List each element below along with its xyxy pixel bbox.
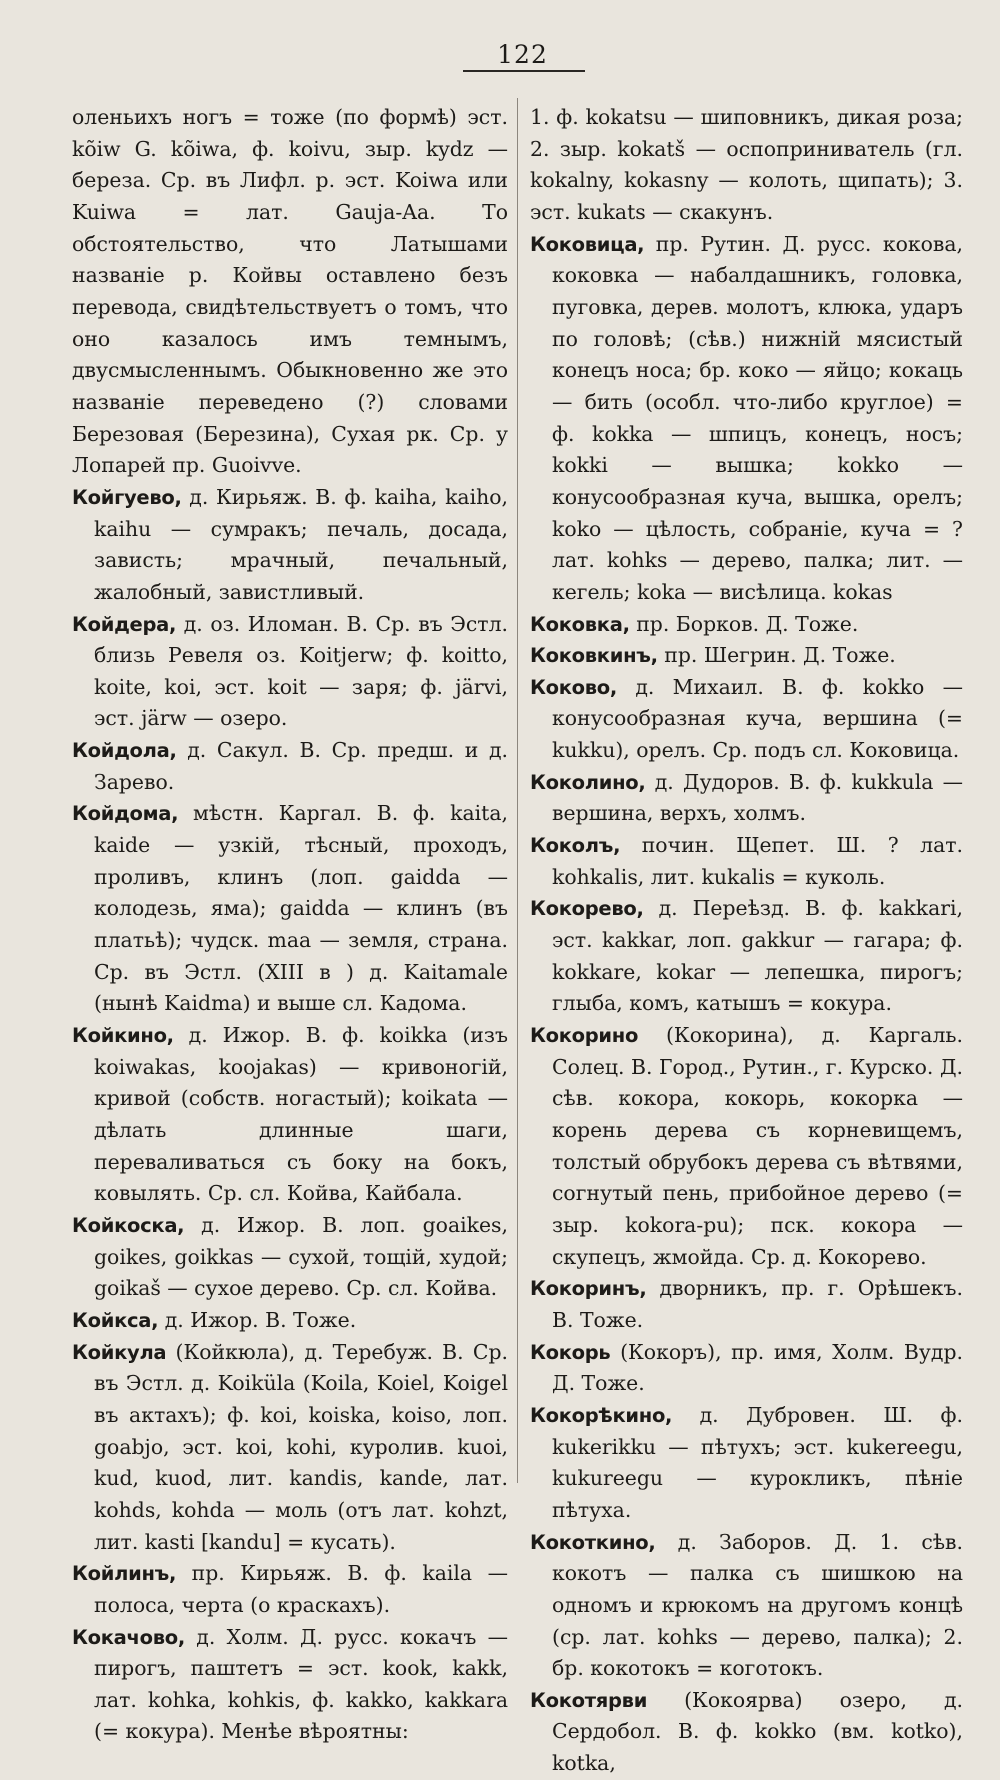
entry-text: (Кокоярва) озеро, д. Сердобол. В. ф. kokko (вм. kotko), kotka, xyxy=(552,1687,963,1776)
dictionary-entry xyxy=(530,893,963,1020)
entry-headword: Коколъ, xyxy=(530,834,621,858)
page-number: 122 xyxy=(497,40,548,69)
entry-headword: Коковка, xyxy=(530,612,630,636)
dictionary-entry xyxy=(530,1400,963,1527)
dictionary-entry xyxy=(530,830,963,893)
column-divider xyxy=(517,98,518,1483)
dictionary-entry xyxy=(72,798,508,1020)
entry-headword: Кокорино xyxy=(530,1024,639,1048)
dictionary-entry xyxy=(72,735,508,798)
left-column xyxy=(72,102,508,1748)
entry-text: д. оз. Иломан. В. Ср. въ Эстл. близь Ревеля оз. Koitjerw; ф. koitto, koite, koi, эст. koit — заря; ф. järvi, эст. järw — озеро. xyxy=(94,611,509,731)
entry-headword: Койдола, xyxy=(72,739,177,763)
entry-text: д. Холм. Д. русс. кокачъ — пирогъ, паштетъ = эст. kook, kakk, лат. kohka, kohkis, ф. kakko, kakkara (= кокура). Менѣе вѣроятны: xyxy=(94,1624,509,1744)
dictionary-entry xyxy=(72,1622,508,1749)
entry-text: д. Ижор. В. лоп. goaikes, goikes, goikkas — сухой, тощiй, худой; goikaš — сухое дерево. Ср. сл. Койва. xyxy=(94,1212,508,1301)
entry-headword: Коколино, xyxy=(530,770,646,794)
entry-headword: Койкса, xyxy=(72,1308,159,1332)
dictionary-entry xyxy=(530,767,963,830)
dictionary-entry xyxy=(72,1210,508,1305)
entry-headword: Койдера, xyxy=(72,612,177,636)
entry-text: д. Заборов. Д. 1. сѣв. кокотъ — палка съ шишкою на одномъ и крюкомъ на другомъ концѣ (ср. лат. kohks — дерево, палка); 2. бр. кокотокъ = коготокъ. xyxy=(552,1529,964,1681)
entry-text: д. Михаил. В. ф. kokko — конусообразная куча, вершина (= kukku), орелъ. Ср. подъ сл. Коковица. xyxy=(552,674,963,763)
entry-text: д. Переѣзд. В. ф. kakkari, эст. kakkar, лоп. gakkur — гагара; ф. kokkare, kokar — лепешка, пирогъ; глыба, комъ, катышъ = кокура. xyxy=(552,896,963,1016)
entry-text: почин. Щепет. Ш. ? лат. kohkalis, лит. kukalis = куколь. xyxy=(552,833,964,889)
dictionary-entry xyxy=(530,1527,963,1685)
dictionary-entry xyxy=(72,1337,508,1559)
dictionary-entry xyxy=(530,609,963,641)
dictionary-entry xyxy=(530,1337,963,1400)
entry-continuation xyxy=(72,102,508,482)
dictionary-entry xyxy=(72,609,508,736)
entry-headword: Кокоринъ, xyxy=(530,1277,647,1301)
entry-text: д. Сакул. В. Ср. предш. и д. Зарево. xyxy=(94,738,509,794)
right-column xyxy=(530,102,963,1780)
dictionary-entry xyxy=(530,229,963,609)
dictionary-entry xyxy=(72,482,508,609)
entry-text: пр. Кирьяж. В. ф. kaila — полоса, черта (о краскахъ). xyxy=(94,1561,509,1617)
entry-text: оленьихъ ногъ = тоже (по формѣ) эст. kõiw G. kõiwa, ф. koivu, зыр. kydz — береза. Ср. въ Лифл. р. эст. Koiwa или Kuiwa = лат. Gauja-Aa. То обстоятельство, что Латышами названiе р. Койвы оставлено безъ перевода, свидѣтельствуетъ о томъ, что оно казалось имъ темнымъ, двусмысленнымъ. Обыкновенно же это названiе переведено (?) словами Березовая (Березина), Сухая рк. Ср. у Лопарей пр. Guoivve. xyxy=(72,105,508,478)
entry-headword: Кокачово, xyxy=(72,1625,185,1649)
entry-headword: Койкоска, xyxy=(72,1213,185,1237)
entry-continuation xyxy=(530,102,963,229)
dictionary-entry xyxy=(72,1020,508,1210)
entry-headword: Коково, xyxy=(530,675,618,699)
entry-headword: Кокорево, xyxy=(530,897,644,921)
dictionary-entry xyxy=(530,672,963,767)
dictionary-entry xyxy=(530,1685,963,1780)
dictionary-entry xyxy=(530,640,963,672)
entry-text: (Кокорина), д. Каргаль. Солец. В. Город., Рутин., г. Курско. Д. сѣв. кокора, кокорь, кокорка — корень дерева съ корневищемъ, толстый обрубокъ дерева съ вѣтвями, согнутый пень, прибойное дерево (= зыр. kokora-pu); пск. кокора — скупецъ, жмойда. Ср. д. Кокорево. xyxy=(552,1023,963,1269)
dictionary-entry xyxy=(72,1305,508,1337)
entry-text: д. Кирьяж. В. ф. kaiha, kaiho, kaihu — сумракъ; печаль, досада, зависть; мрачный, печальный, жалобный, завистливый. xyxy=(94,484,508,604)
entry-text: мѣстн. Каргал. В. ф. kaita, kaide — узкiй, тѣсный, проходъ, проливъ, клинъ (лоп. gaidda — колодезь, яма); gaidda — клинъ (въ платьѣ); чудск. maa — земля, страна. Ср. въ Эстл. (XIII в ) д. Kaitamale (нынѣ Kaidma) и выше сл. Кадома. xyxy=(94,801,508,1016)
entry-headword: Коковица, xyxy=(530,232,645,256)
entry-headword: Койдома, xyxy=(72,802,179,826)
entry-text: пр. Шегрин. Д. Тоже. xyxy=(664,643,896,668)
entry-headword: Кокорѣкино, xyxy=(530,1403,673,1427)
entry-headword: Койкино, xyxy=(72,1024,174,1048)
entry-headword: Кокоткино, xyxy=(530,1530,656,1554)
entry-headword: Койкула xyxy=(72,1340,167,1364)
entry-text: (Кокоръ), пр. имя, Холм. Вудр. Д. Тоже. xyxy=(552,1339,963,1396)
dictionary-entry xyxy=(530,1273,963,1336)
entry-text: 1. ф. kokatsu — шиповникъ, дикая роза; 2. зыр. kokatš — оспоприниватель (гл. kokalny, kokasny — колоть, щипать); 3. эст. kukats — скакунъ. xyxy=(530,105,963,224)
entry-headword: Койгуево, xyxy=(72,485,182,509)
entry-text: пр. Рутин. Д. русс. кокова, коковка — набалдашникъ, головка, пуговка, дерев. молотъ, клюка, ударъ по головѣ; (сѣв.) нижнiй мясистый конецъ носа; бр. коко — яйцо; кокаць — бить (особл. что-либо круглое) = ф. kokka — шпицъ, конецъ, носъ; kokki — вышка; kokko — конусообразная куча, вышка, орелъ; koko — цѣлость, собранiе, куча = ? лат. kohks — дерево, палка; лит. — кегель; koka — висѣлица. kokas xyxy=(552,231,963,604)
entry-text: д. Ижор. В. Тоже. xyxy=(164,1307,357,1332)
entry-text: (Койкюла), д. Теребуж. В. Ср. въ Эстл. д. Koiküla (Koila, Koiel, Koigel въ актахъ); ф. koi, koiska, koiso, лоп. goabjo, эст. koi, kohi, куролив. kuoi, kud, kuod, лит. kandis, kande, лат. kohds, kohda — моль (отъ лат. kohzt, лит. kasti [kandu] = кусать). xyxy=(94,1339,509,1554)
entry-text: д. Дудоров. В. ф. kukkula — вершина, верхъ, холмъ. xyxy=(552,769,964,826)
entry-headword: Коковкинъ, xyxy=(530,644,658,668)
entry-text: дворникъ, пр. г. Орѣшекъ. В. Тоже. xyxy=(552,1276,963,1332)
entry-text: пр. Борков. Д. Тоже. xyxy=(636,611,859,636)
page-number-rule xyxy=(463,70,585,72)
entry-text: д. Дубровен. Ш. ф. kukerikku — пѣтухъ; эст. kukereegu, kukureegu — курокликъ, пѣнiе пѣтуха. xyxy=(552,1402,963,1522)
entry-headword: Кокорь xyxy=(530,1340,611,1364)
entry-text: д. Ижор. В. ф. koikka (изъ koiwakas, koojakas) — кривоногiй, кривой (собств. ногастый); koikata — дѣлать длинные шаги, переваливаться съ боку на бокъ, ковылять. Ср. сл. Койва, Кайбала. xyxy=(94,1023,508,1206)
dictionary-entry xyxy=(530,1020,963,1273)
entry-headword: Койлинъ, xyxy=(72,1562,177,1586)
dictionary-entry xyxy=(72,1558,508,1621)
entry-headword: Кокотярви xyxy=(530,1688,648,1712)
